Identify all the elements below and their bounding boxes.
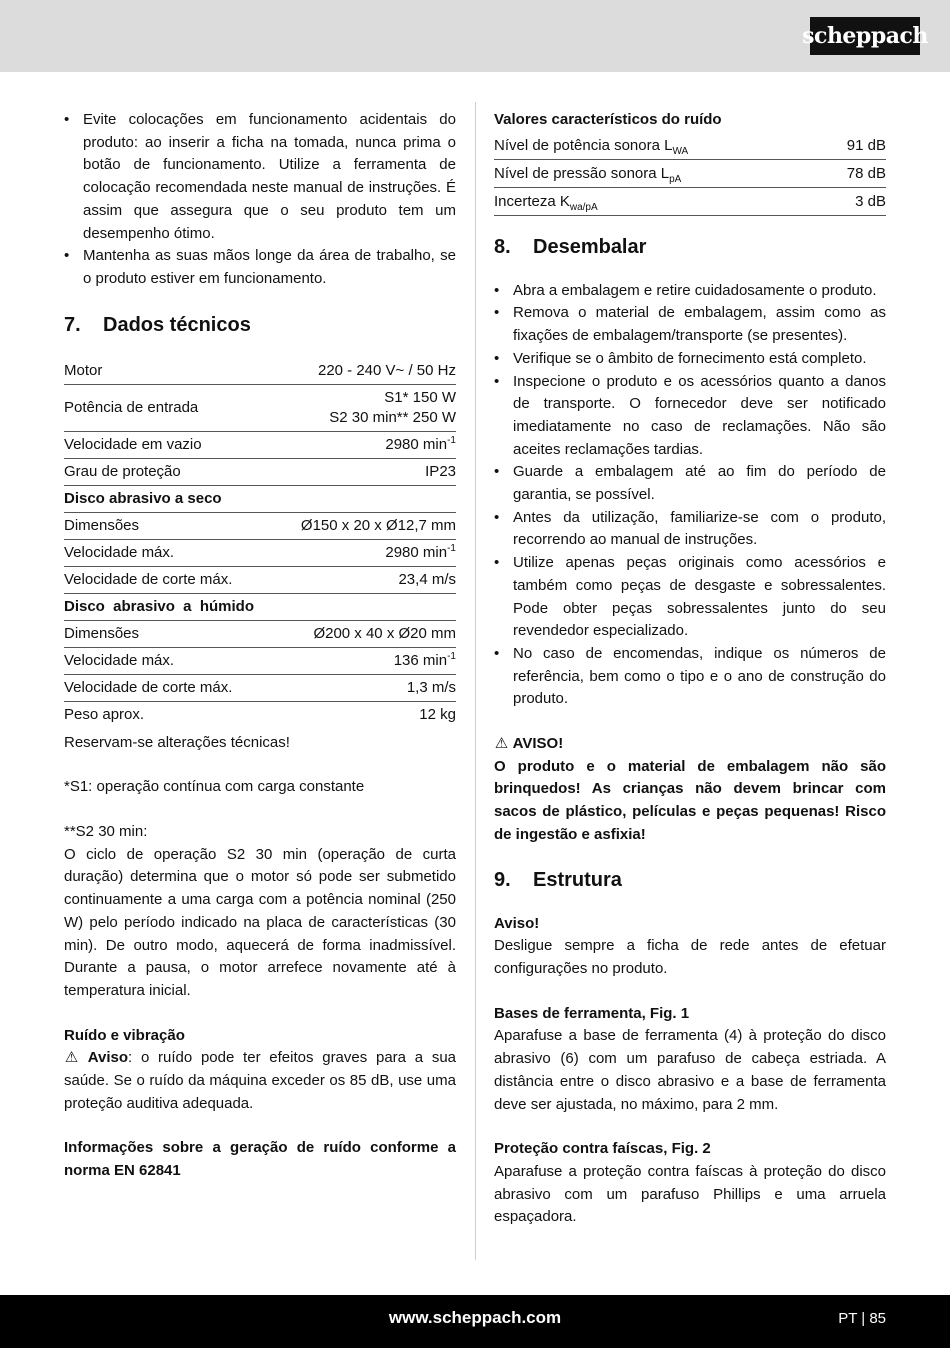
exponent: -1 xyxy=(447,650,456,662)
spec-label: Dimensões xyxy=(64,512,254,539)
section-title: Desembalar xyxy=(533,235,647,258)
noise-table xyxy=(494,132,886,216)
noise-label-text: Nível de pressão sonora L xyxy=(494,164,670,182)
table-row xyxy=(494,187,886,215)
table-row xyxy=(64,620,456,647)
spec-value-text: 2980 min xyxy=(385,543,448,561)
spec-value xyxy=(254,647,456,674)
noise-table-title: Valores característicos do ruído xyxy=(494,111,722,128)
unpack-bullets xyxy=(494,280,886,711)
column-divider xyxy=(475,102,476,1260)
s2-text: O ciclo de operação S2 30 min (operação de curta duração) determina que o motor só pode ser submetido continuamente a uma carga com a potência nominal (250 W) pelo período indicado na placa de características (30 min). De outro modo, aquecerá de forma inadmissível. Durante a pausa, o motor arrefece novamente até à temperatura inicial. xyxy=(64,845,456,999)
website-link[interactable]: www.scheppach.com xyxy=(388,1308,562,1327)
spec-value: 12 kg xyxy=(419,705,456,723)
noise-value: 91 dB xyxy=(820,132,886,160)
s1-note: *S1: operação contínua com carga constante xyxy=(64,778,365,796)
spec-label: Potência de entrada xyxy=(64,384,254,431)
page-number: PT | 85 xyxy=(838,1310,886,1327)
safety-bullets xyxy=(64,109,456,291)
section-number: 9. xyxy=(494,868,511,891)
spec-value: 23,4 m/s xyxy=(254,566,456,593)
table-row xyxy=(64,512,456,539)
section-8-heading xyxy=(494,234,886,260)
table-row xyxy=(64,593,456,620)
spec-label: Peso aprox. xyxy=(64,705,145,723)
spec-label: Dimensões xyxy=(64,620,254,647)
warning-title-text: AVISO! xyxy=(512,735,564,753)
table-row xyxy=(494,132,886,160)
spec-group-heading xyxy=(64,593,254,620)
noise-label-text: Nível de potência sonora L xyxy=(494,136,673,154)
spec-value-text: 2980 min xyxy=(385,435,448,453)
exponent: -1 xyxy=(447,434,456,446)
list-item: • Evite colocações em funcionamento acidentais do produto: ao inserir a ficha na tomada, nunca prima o botão de funcionamento. Utilize a ferramenta de colocação recomendada neste manual de instruções. É assim que assegura que o seu produto tem um desempenho ótimo. xyxy=(64,109,456,245)
section-title: Dados técnicos xyxy=(103,313,251,336)
noise-value: 78 dB xyxy=(820,159,886,187)
exponent: -1 xyxy=(447,542,456,554)
spec-label: Velocidade de corte máx. xyxy=(64,566,254,593)
list-item: • Guarde a embalagem até ao fim do período de garantia, se possível. xyxy=(494,461,886,506)
spec-value-line: S1* 150 W xyxy=(384,388,456,406)
spec-label: Velocidade em vazio xyxy=(64,431,254,458)
aviso-title: Aviso! xyxy=(494,914,540,932)
table-row xyxy=(64,458,456,485)
list-item: • Verifique se o âmbito de fornecimento está completo. xyxy=(494,348,886,371)
spec-group-heading: Disco abrasivo a seco xyxy=(64,485,456,512)
spec-label: Velocidade máx. xyxy=(64,539,254,566)
spec-value: 220 - 240 V~ / 50 Hz xyxy=(254,358,456,385)
noise-warning xyxy=(64,1047,456,1115)
warning-title xyxy=(494,733,886,756)
scheppach-logo: scheppach xyxy=(810,17,920,55)
noise-label xyxy=(494,132,820,160)
spec-value: IP23 xyxy=(254,458,456,485)
noise-label xyxy=(494,187,820,215)
table-row xyxy=(64,701,456,728)
warning-text: : o ruído pode ter efeitos graves para a sua saúde. Se o ruído da máquina exceder os 85 dB, use uma proteção auditiva adequada. xyxy=(64,1049,456,1112)
warning-triangle-icon: ⚠ xyxy=(64,1049,79,1067)
spec-value: Ø200 x 40 x Ø20 mm xyxy=(254,620,456,647)
noise-label-text: Incerteza K xyxy=(494,192,570,210)
warning-label: Aviso xyxy=(87,1049,129,1067)
right-column xyxy=(494,109,886,1229)
section-9-heading xyxy=(494,867,886,893)
table-row xyxy=(64,539,456,566)
noise-value: 3 dB xyxy=(820,187,886,215)
noise-heading: Ruído e vibração xyxy=(64,1026,185,1044)
section-number: 7. xyxy=(64,313,81,336)
bases-title: Bases de ferramenta, Fig. 1 xyxy=(494,1004,690,1022)
s2-title: **S2 30 min: xyxy=(64,823,148,841)
table-row xyxy=(64,674,456,701)
noise-label xyxy=(494,159,820,187)
spec-value: Ø150 x 20 x Ø12,7 mm xyxy=(254,512,456,539)
specs-table xyxy=(64,358,456,728)
table-row xyxy=(64,566,456,593)
section-7-heading xyxy=(64,312,456,338)
spec-value xyxy=(254,384,456,431)
table-row xyxy=(64,647,456,674)
spec-value-text: 136 min xyxy=(393,651,448,669)
spark-guard-title: Proteção contra faíscas, Fig. 2 xyxy=(494,1140,711,1158)
spec-group-heading-text: Disco abrasivo a húmido xyxy=(64,597,254,615)
table-row xyxy=(64,384,456,431)
list-item: • Inspecione o produto e os acessórios quanto a danos de transporte. O fornecedor deve ser notificado imediatamente no caso de reclamações. Não são aceites reclamações tardias. xyxy=(494,371,886,462)
spec-label: Velocidade de corte máx. xyxy=(64,674,254,701)
spec-label: Motor xyxy=(64,358,254,385)
spec-value-line: S2 30 min** 250 W xyxy=(329,408,456,426)
list-item: • Remova o material de embalagem, assim como as fixações de embalagem/transporte (se presentes). xyxy=(494,302,886,347)
list-item: • No caso de encomendas, indique os números de referência, bem como o tipo e o ano de construção do produto. xyxy=(494,643,886,711)
warning-text: O produto e o material de embalagem não são brinquedos! As crianças não devem brincar com sacos de plástico, películas e peças pequenas! Risco de ingestão e asfixia! xyxy=(494,757,886,843)
spec-label: Grau de proteção xyxy=(64,458,254,485)
footer-bar xyxy=(0,1295,950,1348)
bases-text: Aparafuse a base de ferramenta (4) à proteção do disco abrasivo (6) com um parafuso de cabeça estriada. A distância entre o disco abrasivo e a base de ferramenta deve ser ajustada, no máximo, para 2 mm. xyxy=(494,1027,886,1113)
table-row xyxy=(64,358,456,385)
table-row xyxy=(494,159,886,187)
subscript: pA xyxy=(669,173,682,185)
warning-triangle-icon: ⚠ xyxy=(494,735,509,753)
table-row xyxy=(64,485,456,512)
section-title: Estrutura xyxy=(533,868,622,891)
subscript: WA xyxy=(672,145,689,157)
spec-value xyxy=(254,431,456,458)
list-item: • Mantenha as suas mãos longe da área de trabalho, se o produto estiver em funcionamento. xyxy=(64,245,456,290)
aviso-text: Desligue sempre a ficha de rede antes de efetuar configurações no produto. xyxy=(494,937,886,977)
spec-value xyxy=(254,539,456,566)
subscript: wa/pA xyxy=(569,201,598,213)
spec-label: Velocidade máx. xyxy=(64,647,254,674)
header-bar xyxy=(0,0,950,72)
list-item: • Abra a embalagem e retire cuidadosamente o produto. xyxy=(494,280,886,303)
spec-value: 1,3 m/s xyxy=(254,674,456,701)
list-item: • Utilize apenas peças originais como acessórios e também como peças de desgaste e sobressalentes. Pode obter peças sobressalentes junto do seu revendedor especializado. xyxy=(494,552,886,643)
left-column xyxy=(64,109,456,1183)
noise-info-heading: Informações sobre a geração de ruído conforme a norma EN 62841 xyxy=(64,1139,456,1180)
reserve-note: Reservam-se alterações técnicas! xyxy=(64,733,290,751)
section-number: 8. xyxy=(494,235,511,258)
list-item: • Antes da utilização, familiarize-se com o produto, recorrendo ao manual de instruções. xyxy=(494,507,886,552)
spark-guard-text: Aparafuse a proteção contra faíscas à proteção do disco abrasivo com um parafuso Phillips e uma arruela espaçadora. xyxy=(494,1162,886,1226)
table-row xyxy=(64,431,456,458)
